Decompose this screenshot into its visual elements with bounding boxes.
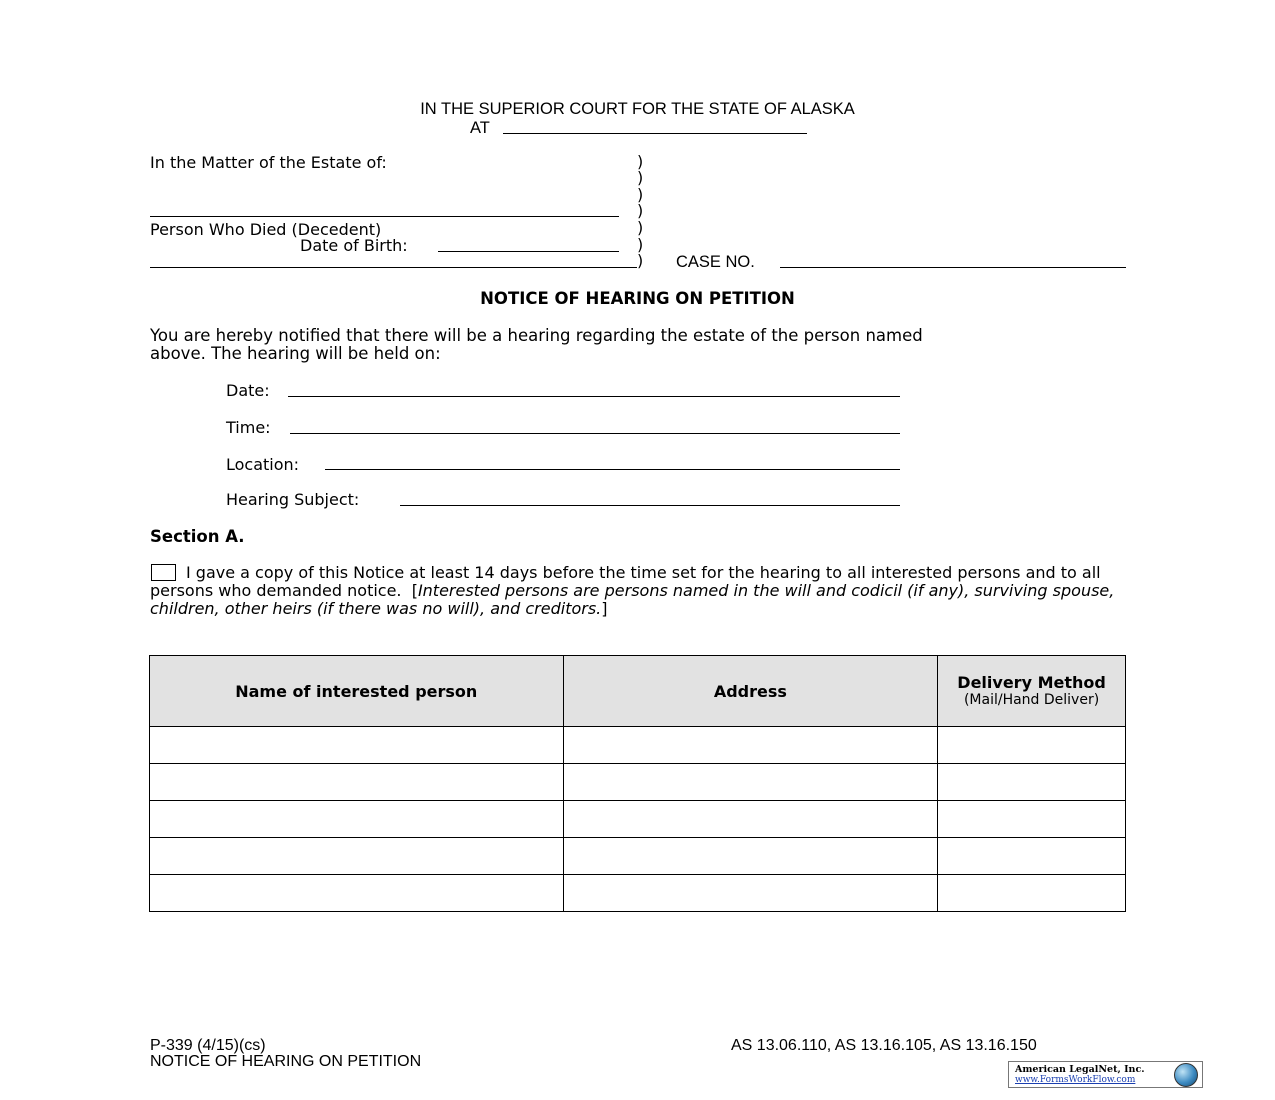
address-cell[interactable]	[563, 801, 938, 838]
service-statement-text: I gave a copy of this Notice at least 14 days before the time set for the hearing to all interested persons and to all persons who demanded notice.	[150, 563, 1101, 600]
caption-paren: )	[637, 235, 644, 254]
caption-paren: )	[637, 218, 644, 237]
caption-paren: )	[637, 185, 644, 204]
case-number-label: CASE NO.	[676, 253, 755, 271]
table-header-row	[150, 656, 1126, 727]
name-cell[interactable]	[150, 764, 564, 801]
delivery-cell[interactable]	[938, 875, 1126, 912]
address-cell[interactable]	[563, 838, 938, 875]
interested-persons-table	[149, 655, 1126, 912]
column-header-delivery	[938, 656, 1126, 727]
name-cell[interactable]	[150, 801, 564, 838]
note-bracket-open: [	[411, 581, 418, 600]
caption-bottom-line	[150, 267, 637, 268]
address-cell[interactable]	[563, 764, 938, 801]
note-bracket-close: ]	[601, 599, 608, 618]
date-of-birth-label: Date of Birth:	[300, 236, 408, 255]
logo-url-link[interactable]: www.FormsWorkFlow.com	[1015, 1075, 1136, 1085]
intro-line-2: above. The hearing will be held on:	[150, 344, 441, 363]
caption-paren: )	[637, 251, 644, 270]
hearing-location-label: Location:	[226, 455, 300, 474]
hearing-subject-field[interactable]	[400, 505, 900, 506]
delivery-cell[interactable]	[938, 838, 1126, 875]
table-row	[150, 764, 1126, 801]
intro-line-1: You are hereby notified that there will be a hearing regarding the estate of the person named	[150, 326, 923, 345]
section-a-heading: Section A.	[150, 527, 245, 546]
form-number: P-339 (4/15)(cs)	[150, 1037, 266, 1054]
decedent-name-field[interactable]	[150, 216, 619, 217]
delivery-method-sublabel: (Mail/Hand Deliver)	[963, 691, 1100, 708]
footer-form-title: NOTICE OF HEARING ON PETITION	[150, 1053, 422, 1070]
column-header-address: Address	[563, 656, 938, 727]
hearing-subject-label: Hearing Subject:	[226, 490, 360, 509]
delivery-cell[interactable]	[938, 764, 1126, 801]
globe-icon	[1174, 1063, 1198, 1087]
at-label: AT	[470, 119, 490, 137]
delivery-cell[interactable]	[938, 801, 1126, 838]
name-cell[interactable]	[150, 838, 564, 875]
logo-company-name: American LegalNet, Inc.	[1015, 1064, 1145, 1075]
table-row	[150, 801, 1126, 838]
caption-paren: )	[637, 168, 644, 187]
hearing-time-field[interactable]	[290, 433, 900, 434]
document-title: NOTICE OF HEARING ON PETITION	[480, 289, 795, 308]
table-row	[150, 727, 1126, 764]
table-row	[150, 875, 1126, 912]
column-header-name: Name of interested person	[150, 656, 564, 727]
address-cell[interactable]	[563, 727, 938, 764]
address-cell[interactable]	[563, 875, 938, 912]
caption-paren: )	[637, 152, 644, 171]
hearing-date-label: Date:	[226, 381, 270, 400]
caption-paren: )	[637, 201, 644, 220]
case-number-field[interactable]	[780, 267, 1126, 268]
name-cell[interactable]	[150, 727, 564, 764]
hearing-location-field[interactable]	[325, 469, 900, 470]
hearing-time-label: Time:	[226, 418, 271, 437]
delivery-cell[interactable]	[938, 727, 1126, 764]
american-legalnet-logo[interactable]	[1008, 1061, 1203, 1088]
court-location-field[interactable]	[503, 133, 807, 134]
name-cell[interactable]	[150, 875, 564, 912]
hearing-date-field[interactable]	[288, 396, 900, 397]
decedent-label: Person Who Died (Decedent)	[150, 220, 382, 239]
table-row	[150, 838, 1126, 875]
interested-persons-note: Interested persons are persons named in the will and codicil (if any), surviving spouse, children, other heirs (if there was no will), and creditors.	[150, 581, 1115, 618]
statute-references: AS 13.06.110, AS 13.16.105, AS 13.16.150	[731, 1037, 1037, 1054]
date-of-birth-field[interactable]	[438, 251, 619, 252]
estate-matter-label: In the Matter of the Estate of:	[150, 153, 387, 172]
court-name: IN THE SUPERIOR COURT FOR THE STATE OF ALASKA	[420, 100, 855, 118]
delivery-method-label: Delivery Method	[957, 672, 1106, 692]
service-statement	[150, 564, 1130, 618]
